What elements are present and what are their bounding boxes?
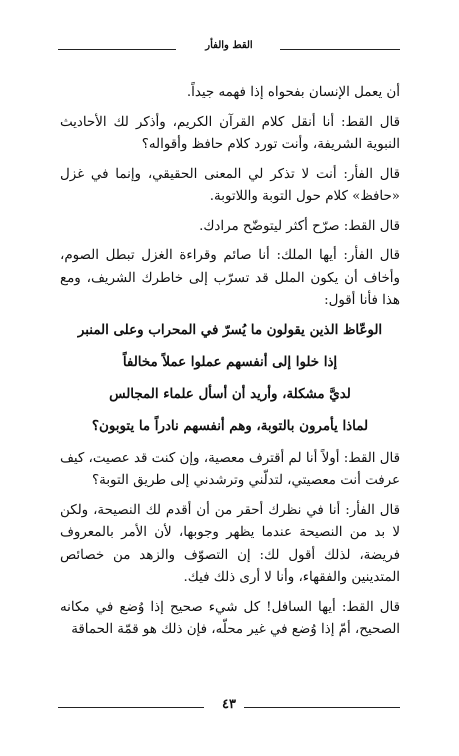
running-header-title: القط والفأر	[205, 40, 253, 51]
page-body	[60, 82, 400, 649]
paragraph: قال القط: أولاً أنا لم أقترف معصية، وإن كنت قد عصيت، كيف عرفت أنت معصيتي، لتدلّني وترشدني إلى طريق التوبة؟	[60, 450, 400, 488]
paragraph: أن يعمل الإنسان بفحواه إذا فهمه جيداً.	[186, 85, 400, 100]
verse-line: الوعّاظ الذين يقولون ما يُسرّ في المحراب وعلى المنبر	[77, 321, 383, 338]
page-footer	[58, 699, 400, 715]
paragraph: قال القط: أنا أنقل كلام القرآن الكريم، وأذكر لك الأحاديث النبوية الشريفة، وأنت تورد كلام حافظ وأقواله؟	[60, 114, 400, 152]
poem-verses	[60, 320, 400, 437]
paragraph: قال الفأر: أنت لا تذكر لي المعنى الحقيقي، وإنما في غزل «حافظ» كلام حول التوبة واللاتوبة.	[60, 166, 400, 204]
paragraph: قال الفأر: أنا في نظرك أحقر من أن أقدم لك النصيحة، ولكن لا بد من النصيحة عندما يظهر وجوبها، لأن الأمر بالمعروف فريضة، لذلك أقول لك: إن التصوّف والزهد من خصائص المتدينين والفقهاء، وأنا لا أرى ذلك فيك.	[60, 502, 400, 585]
running-header	[58, 40, 400, 56]
header-rule-right	[280, 49, 400, 50]
footer-rule-right	[244, 707, 400, 708]
paragraph: قال الفأر: أيها الملك: أنا صائم وقراءة الغزل تبطل الصوم، وأخاف أن يكون الملل قد تسرّب إلى خاطرك الشريف، ومع هذا فأنا أقول:	[60, 248, 400, 308]
verse-line: لديَّ مشكلة، وأريد أن أسأل علماء المجالس	[109, 385, 351, 402]
verse-line: إذا خلوا إلى أنفسهم عملوا عملاً مخالفاً	[122, 353, 338, 370]
page-number: ٤٣	[222, 697, 236, 712]
verse-line: لماذا يأمرون بالتوبة، وهم أنفسهم نادراً ما يتوبون؟	[91, 417, 369, 434]
paragraph: قال القط: صرّح أكثر ليتوضّح مرادك.	[199, 218, 400, 234]
paragraph: قال القط: أيها السافل! كل شيء صحيح إذا وُضع في مكانه الصحيح، أمّ إذا وُضع في غير محلّه، فإن ذلك هو قمّة الحماقة	[60, 599, 400, 637]
